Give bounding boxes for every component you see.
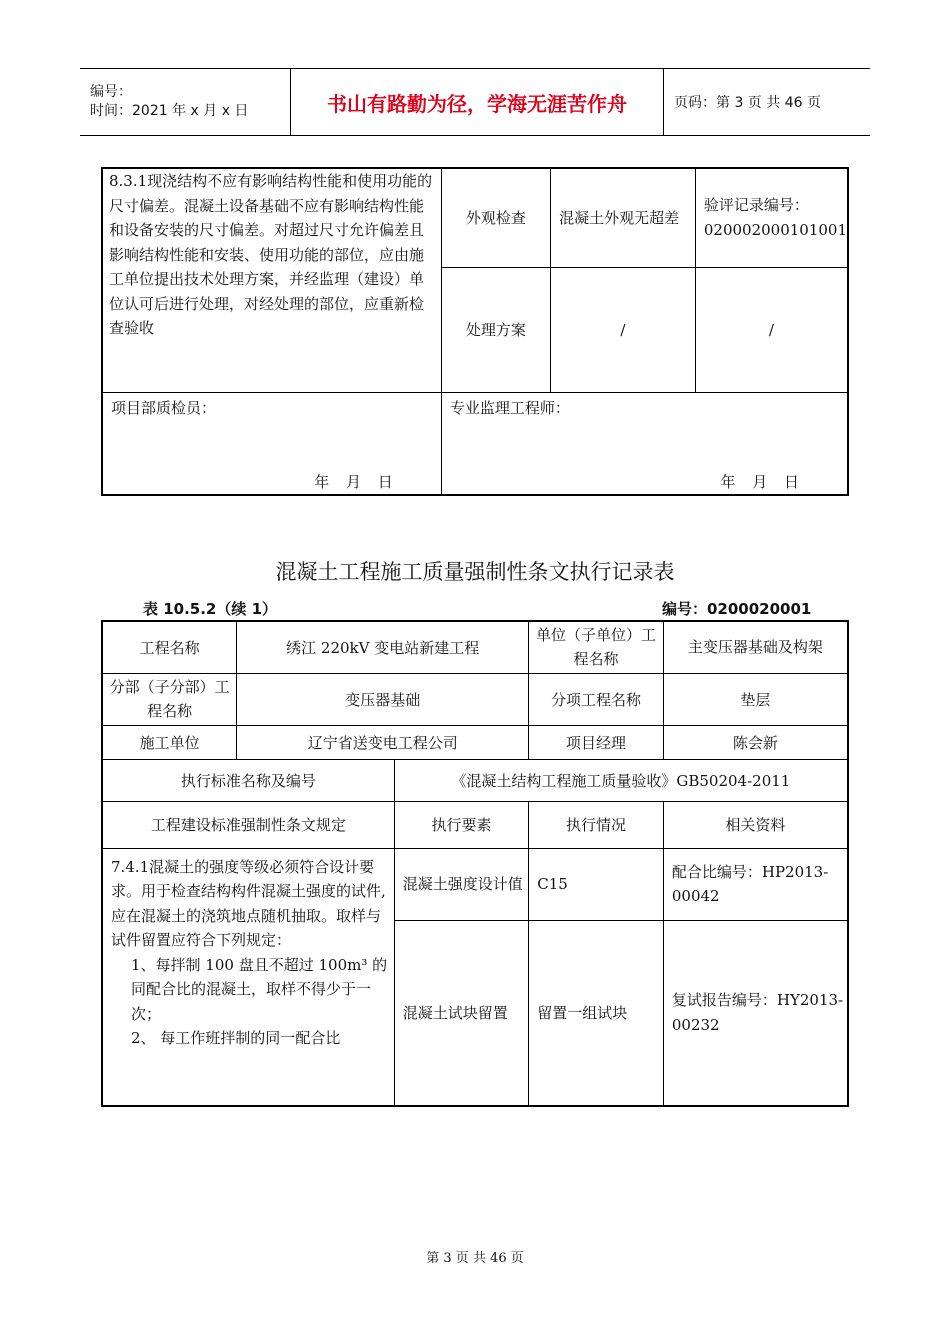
header-page-info: 页码：第 3 页 共 46 页 <box>664 69 871 136</box>
unit-label: 单位（子单位）工程名称 <box>529 621 664 673</box>
requirement-cell <box>102 848 394 1106</box>
status-cell: / <box>551 267 696 392</box>
record-table-title: 混凝土工程施工质量强制性条文执行记录表 <box>275 560 675 584</box>
element-cell: 处理方案 <box>441 267 550 392</box>
reference-cell: 验评记录编号：020002000101001 <box>695 168 848 267</box>
part-value: 变压器基础 <box>237 673 529 725</box>
status-cell: 留置一组试块 <box>529 920 664 1106</box>
header-meta <box>80 69 291 136</box>
inspection-table-continued <box>101 167 849 496</box>
table-number: 表 10.5.2（续 1） <box>143 600 278 618</box>
inspector-date: 年 月 日 <box>314 473 393 491</box>
requirement-text: 7.4.1混凝土的强度等级必须符合设计要求。用于检查结构构件混凝土强度的试件,应在混凝土的浇筑地点随机抽取。取样与试件留置应符合下列规定： <box>111 857 386 949</box>
manager-value: 陈会新 <box>663 725 848 759</box>
header-motto: 书山有路勤为径，学海无涯苦作舟 <box>291 69 664 136</box>
supervisor-label: 专业监理工程师： <box>449 398 570 417</box>
requirement-item: 1、每拌制 100 盘且不超过 100m³ 的同配合比的混凝土，取样不得少于一次； <box>131 955 388 1023</box>
project-name-label: 工程名称 <box>102 621 237 673</box>
project-name-value: 绣江 220kV 变电站新建工程 <box>237 621 529 673</box>
requirement-text: 8.3.1现浇结构不应有影响结构性能和使用功能的尺寸偏差。混凝土设备基础不应有影响结构性能和设备安装的尺寸偏差。对超过尺寸允许偏差且影响结构性能和安装、使用功能的部位，应由施工单位提出技术处理方案，并经监理（建设）单位认可后进行处理，对经处理的部位，应重新检查验收 <box>102 168 441 392</box>
record-number: 编号：0200020001 <box>662 600 812 618</box>
page-footer: 第 3 页 共 46 页 <box>426 1251 524 1266</box>
inspector-sign-cell <box>102 392 441 495</box>
doc-number-label: 编号： <box>90 84 132 100</box>
reference-cell: / <box>695 267 848 392</box>
element-cell: 外观检查 <box>441 168 550 267</box>
reference-cell: 配合比编号：HP2013-00042 <box>663 848 848 920</box>
requirement-item: 2、 每工作班拌制的同一配合比 <box>131 1029 341 1047</box>
element-cell: 混凝土强度设计值 <box>394 848 529 920</box>
status-cell: C15 <box>529 848 664 920</box>
item-label: 分项工程名称 <box>529 673 664 725</box>
contractor-label: 施工单位 <box>102 725 237 759</box>
page-header <box>80 68 870 136</box>
part-label: 分部（子分部）工程名称 <box>102 673 237 725</box>
status-cell: 混凝土外观无超差 <box>551 168 696 267</box>
concrete-record-table <box>101 620 849 1107</box>
element-cell: 混凝土试块留置 <box>394 920 529 1106</box>
manager-label: 项目经理 <box>529 725 664 759</box>
doc-time-label: 时间：2021 年 x 月 x 日 <box>90 103 249 119</box>
col-header-requirement: 工程建设标准强制性条文规定 <box>102 801 394 848</box>
unit-value: 主变压器基础及构架 <box>663 621 848 673</box>
supervisor-sign-cell <box>441 392 848 495</box>
col-header-status: 执行情况 <box>529 801 664 848</box>
item-value: 垫层 <box>663 673 848 725</box>
col-header-reference: 相关资料 <box>663 801 848 848</box>
contractor-value: 辽宁省送变电工程公司 <box>237 725 529 759</box>
standard-value: 《混凝土结构工程施工质量验收》GB50204-2011 <box>394 759 848 801</box>
standard-label: 执行标准名称及编号 <box>102 759 394 801</box>
col-header-element: 执行要素 <box>394 801 529 848</box>
inspector-label: 项目部质检员： <box>111 398 217 417</box>
reference-cell: 复试报告编号：HY2013-00232 <box>663 920 848 1106</box>
supervisor-date: 年 月 日 <box>720 473 799 491</box>
